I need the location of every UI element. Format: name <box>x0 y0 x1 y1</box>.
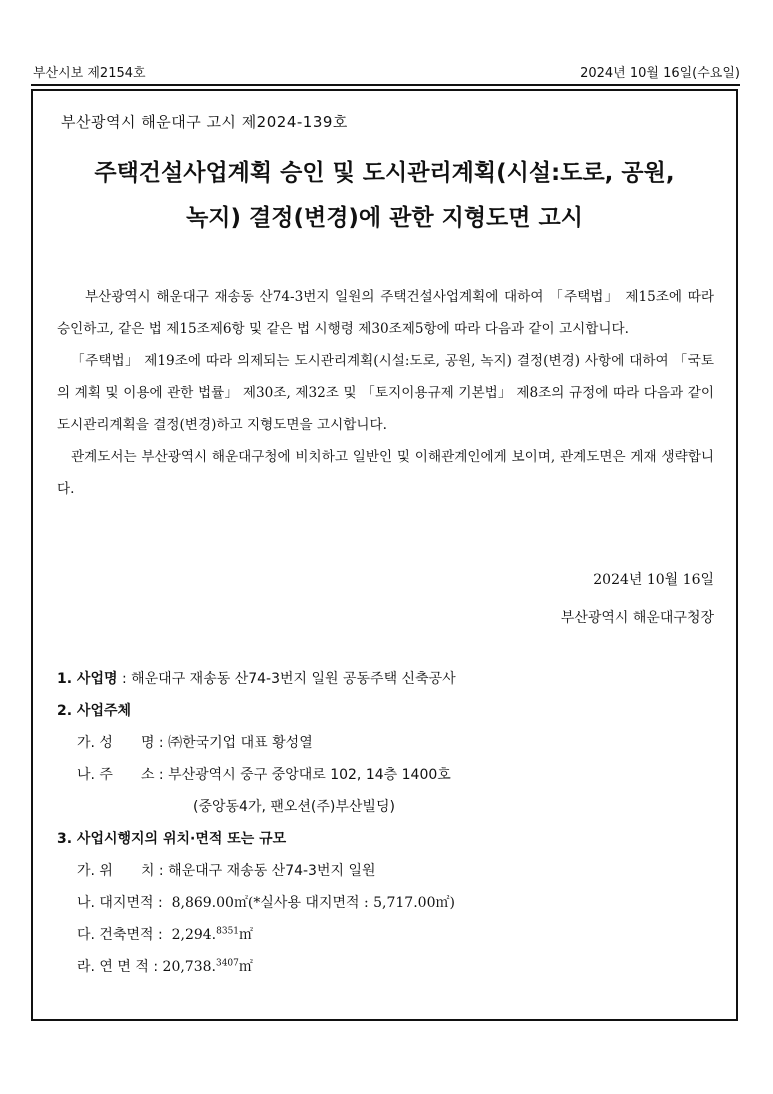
detail-value: (중앙동4가, 팬오션(주)부산빌딩) <box>193 799 395 815</box>
title-line-2: 녹지) 결정(변경)에 관한 지형도면 고시 <box>186 205 583 231</box>
detail-value: : 해운대구 재송동 산74-3번지 일원 <box>154 863 376 879</box>
detail-value-decimal: 8351 <box>216 926 240 937</box>
detail-site-area <box>57 887 716 919</box>
detail-label: 1. 사업명 <box>57 671 118 687</box>
detail-value-int: 20,738. <box>162 959 216 975</box>
detail-label: 가. 위 치 <box>77 863 155 879</box>
detail-label: 나. 주 소 <box>77 767 155 783</box>
publication-issue: 부산시보 제2154호 <box>33 66 146 81</box>
detail-label: 나. 대지면적 : <box>77 895 163 911</box>
detail-value: : 부산광역시 중구 중앙대로 102, 14층 1400호 <box>154 767 451 783</box>
signature-authority: 부산광역시 해운대구청장 <box>560 610 714 626</box>
detail-value-decimal: 3407 <box>215 958 239 969</box>
project-details <box>57 663 716 983</box>
title-line-1: 주택건설사업계획 승인 및 도시관리계획(시설:도로, 공원, <box>94 160 675 186</box>
detail-location <box>57 855 716 887</box>
detail-owner-name <box>57 727 716 759</box>
detail-owner-address <box>57 759 716 791</box>
notice-title <box>33 151 736 241</box>
detail-value: 8,869.00㎡(*실사용 대지면적 : 5,717.00㎡) <box>171 895 455 911</box>
detail-site-location-area <box>57 823 716 855</box>
detail-label: 2. 사업주체 <box>57 703 132 719</box>
detail-unit: ㎡ <box>239 927 254 943</box>
header-divider <box>31 84 740 86</box>
body-paragraph-3: 관계도서는 부산광역시 해운대구청에 비치하고 일반인 및 이해관계인에게 보이며, 관계도면은 게재 생략합니다. <box>57 449 714 497</box>
detail-value: : 해운대구 재송동 산74-3번지 일원 공동주택 신축공사 <box>117 671 456 687</box>
detail-label: 3. 사업시행지의 위치·면적 또는 규모 <box>57 831 287 847</box>
detail-value: : ㈜한국기업 대표 황성열 <box>154 735 313 751</box>
detail-owner-address-cont <box>57 791 716 823</box>
running-header <box>33 64 740 84</box>
notice-body <box>57 281 714 505</box>
body-paragraph-1: 부산광역시 해운대구 재송동 산74-3번지 일원의 주택건설사업계획에 대하여 「주택법」 제15조에 따라 승인하고, 같은 법 제15조제6항 및 같은 법 시행령 제30조제5항에 따라 다음과 같이 고시합니다. <box>57 289 714 337</box>
signature-block <box>561 561 714 637</box>
publication-date: 2024년 10월 16일(수요일) <box>580 66 740 81</box>
notice-frame <box>31 89 738 1021</box>
detail-label: 라. 연 면 적 : <box>77 959 159 975</box>
detail-unit: ㎡ <box>238 959 253 975</box>
body-paragraph-2: 「주택법」 제19조에 따라 의제되는 도시관리계획(시설:도로, 공원, 녹지) 결정(변경) 사항에 대하여 「국토의 계획 및 이용에 관한 법률」 제30조, 제32조 및 「토지이용규제 기본법」 제8조의 규정에 따라 다음과 같이 도시관리계획을 결정(변경)하고 지형도면을 고시합니다. <box>57 353 714 433</box>
detail-project-owner <box>57 695 716 727</box>
detail-floor-area <box>57 951 716 983</box>
detail-building-area <box>57 919 716 951</box>
detail-label: 가. 성 명 <box>77 735 155 751</box>
notice-number: 부산광역시 해운대구 고시 제2024-139호 <box>61 113 348 131</box>
signature-date: 2024년 10월 16일 <box>593 572 714 588</box>
detail-label: 다. 건축면적 : <box>77 927 163 943</box>
detail-project-name <box>57 663 716 695</box>
detail-value-int: 2,294. <box>171 927 217 943</box>
